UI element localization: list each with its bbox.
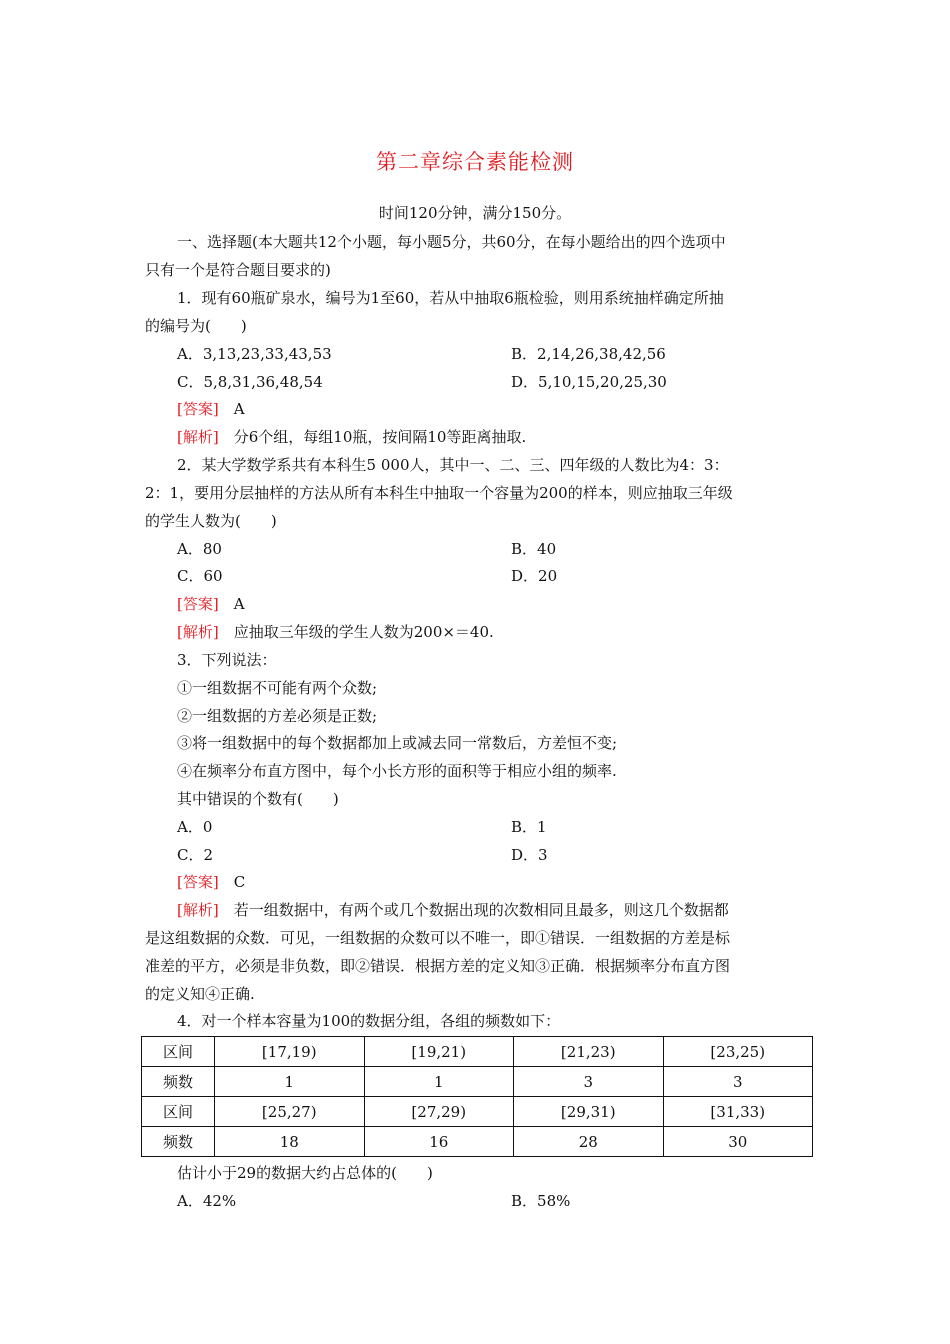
q1-option-c: C．5,8,31,36,48,54 — [177, 373, 323, 391]
table-row — [142, 1037, 813, 1067]
q2-stem-cont: 2：1，要用分层抽样的方法从所有本科生中抽取一个容量为200的样本，则应抽取三年级 — [145, 484, 733, 502]
table-cell: 3 — [663, 1067, 813, 1097]
q2-option-c: C．60 — [177, 567, 223, 585]
q3-stem: 3．下列说法： — [177, 651, 277, 669]
q3-explanation — [177, 900, 729, 920]
table-cell: [29,31) — [514, 1097, 664, 1127]
answer-tag: [答案] — [177, 595, 219, 613]
table-cell: 30 — [663, 1127, 813, 1157]
table-cell: 区间 — [142, 1097, 215, 1127]
table-cell: 频数 — [142, 1067, 215, 1097]
answer-value: A — [233, 400, 245, 418]
q3-explanation-cont2: 准差的平方，必须是非负数，即②错误．根据方差的定义知③正确．根据频率分布直方图 — [145, 957, 731, 975]
q4-option-a: A．42% — [177, 1192, 237, 1210]
q3-option-c: C．2 — [177, 846, 214, 864]
q2-stem-cont2: 的学生人数为( ) — [145, 512, 277, 530]
table-cell: 1 — [215, 1067, 365, 1097]
section-heading-cont: 只有一个是符合题目要求的) — [145, 261, 331, 279]
q3-statement-1: ①一组数据不可能有两个众数; — [177, 679, 378, 697]
q2-option-d: D．20 — [511, 567, 558, 585]
table-cell: 1 — [364, 1067, 514, 1097]
q1-answer — [177, 399, 245, 419]
frequency-table — [141, 1036, 813, 1157]
table-cell: [27,29) — [364, 1097, 514, 1127]
table-cell: 区间 — [142, 1037, 215, 1067]
q4-stem: 4．对一个样本容量为100的数据分组，各组的频数如下： — [177, 1012, 561, 1030]
q2-option-b: B．40 — [511, 540, 557, 558]
table-cell: 16 — [364, 1127, 514, 1157]
table-row — [142, 1097, 813, 1127]
page-title: 第二章综合素能检测 — [376, 150, 574, 174]
q1-option-a: A．3,13,23,33,43,53 — [177, 345, 332, 363]
explanation-tag: [解析] — [177, 901, 219, 919]
explanation-text: 若一组数据中，有两个或几个数据出现的次数相同且最多，则这几个数据都 — [233, 901, 729, 919]
q1-option-b: B．2,14,26,38,42,56 — [511, 345, 666, 363]
q3-statement-2: ②一组数据的方差必须是正数; — [177, 707, 378, 725]
q3-option-a: A．0 — [177, 818, 213, 836]
explanation-tag: [解析] — [177, 428, 219, 446]
answer-value: A — [233, 595, 245, 613]
q3-question: 其中错误的个数有( ) — [177, 790, 339, 808]
q1-stem-cont: 的编号为( ) — [145, 317, 247, 335]
q3-explanation-cont: 是这组数据的众数．可见，一组数据的众数可以不唯一，即①错误．一组数据的方差是标 — [145, 929, 731, 947]
table-cell: 28 — [514, 1127, 664, 1157]
explanation-text: 分6个组，每组10瓶，按间隔10等距离抽取. — [233, 428, 527, 446]
q2-explanation — [177, 622, 494, 642]
q3-option-b: B．1 — [511, 818, 547, 836]
table-row — [142, 1067, 813, 1097]
answer-tag: [答案] — [177, 400, 219, 418]
q2-option-a: A．80 — [177, 540, 222, 558]
table-cell: [21,23) — [514, 1037, 664, 1067]
table-cell: [31,33) — [663, 1097, 813, 1127]
q3-answer — [177, 872, 245, 892]
q2-answer — [177, 594, 245, 614]
table-cell: 频数 — [142, 1127, 215, 1157]
q3-statement-4: ④在频率分布直方图中，每个小长方形的面积等于相应小组的频率. — [177, 762, 617, 780]
q3-statement-3: ③将一组数据中的每个数据都加上或减去同一常数后，方差恒不变; — [177, 734, 618, 752]
table-cell: 3 — [514, 1067, 664, 1097]
q4-option-b: B．58% — [511, 1192, 571, 1210]
explanation-text: 应抽取三年级的学生人数为200×＝40. — [233, 623, 494, 641]
table-row — [142, 1127, 813, 1157]
section-heading: 一、选择题(本大题共12个小题，每小题5分，共60分，在每小题给出的四个选项中 — [177, 233, 726, 251]
q3-option-d: D．3 — [511, 846, 548, 864]
q4-question: 估计小于29的数据大约占总体的( ) — [177, 1164, 433, 1182]
table-cell: [19,21) — [364, 1037, 514, 1067]
q2-stem: 2．某大学数学系共有本科生5 000人，其中一、二、三、四年级的人数比为4：3： — [177, 456, 729, 474]
q1-stem: 1．现有60瓶矿泉水，编号为1至60，若从中抽取6瓶检验，则用系统抽样确定所抽 — [177, 289, 724, 307]
q1-explanation — [177, 427, 526, 447]
answer-value: C — [233, 873, 246, 891]
table-cell: [23,25) — [663, 1037, 813, 1067]
table-cell: 18 — [215, 1127, 365, 1157]
q3-explanation-cont3: 的定义知④正确. — [145, 985, 255, 1003]
table-cell: [25,27) — [215, 1097, 365, 1127]
explanation-tag: [解析] — [177, 623, 219, 641]
table-cell: [17,19) — [215, 1037, 365, 1067]
q1-option-d: D．5,10,15,20,25,30 — [511, 373, 667, 391]
answer-tag: [答案] — [177, 873, 219, 891]
time-note: 时间120分钟，满分150分。 — [378, 204, 572, 222]
